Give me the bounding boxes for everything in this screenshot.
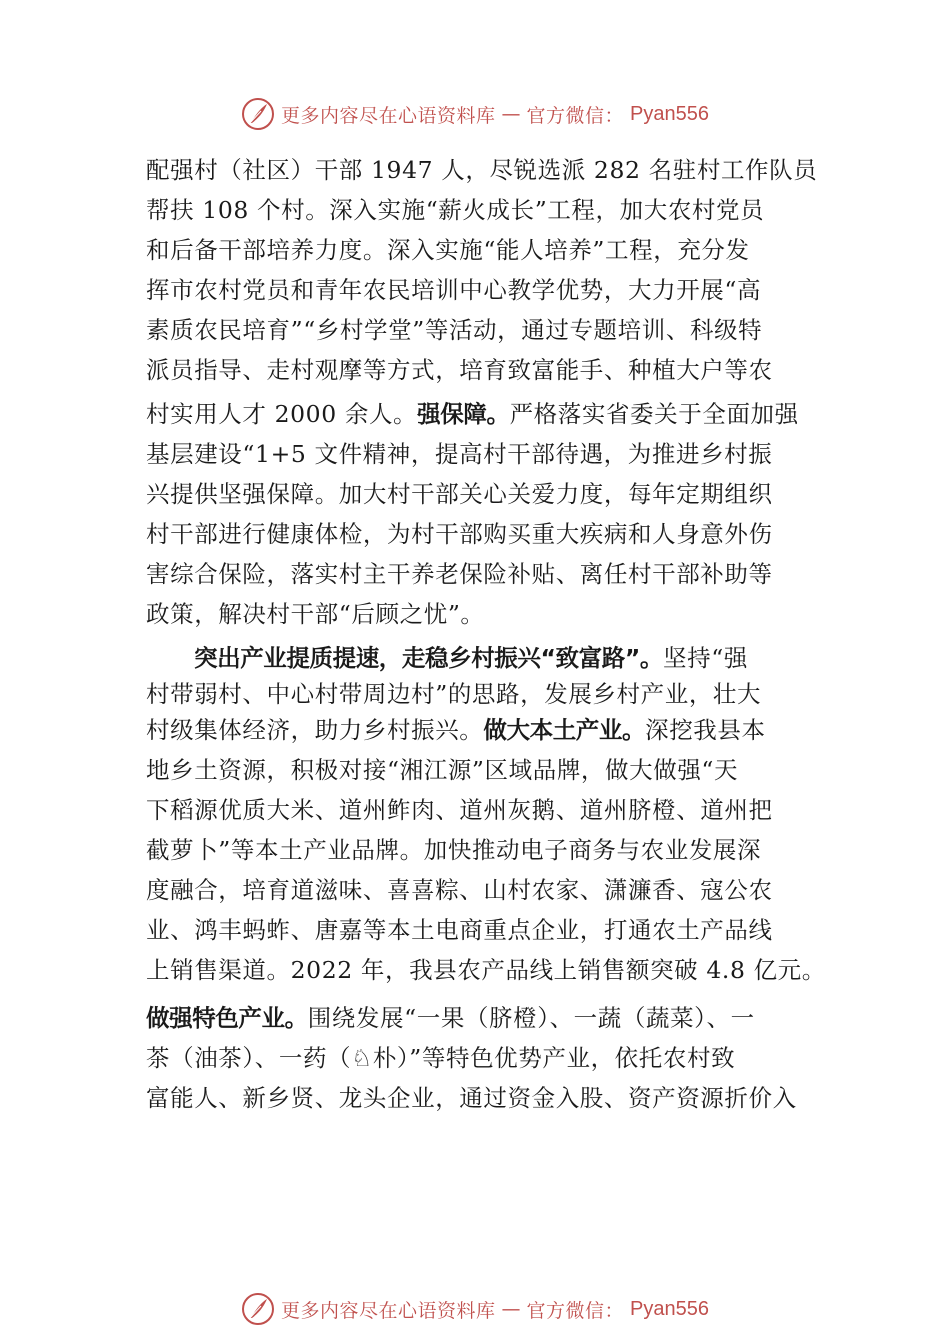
text-line: 度融合，培育道滋味、喜喜粽、山村农家、潇濂香、寇公农 — [146, 876, 773, 904]
section-heading-industry: 突出产业提质提速，走稳乡村振兴“致富路”。 — [194, 644, 663, 672]
text-line: 害综合保险，落实村主干养老保险补贴、离任村干部补助等 — [146, 560, 773, 588]
text-line: 帮扶 108 个村。深入实施“薪火成长”工程，加大农村党员 — [146, 196, 765, 224]
text-line: 素质农民培育”“乡村学堂”等活动，通过专题培训、科级特 — [146, 316, 763, 344]
text-run: 村实用人才 2000 余人。 — [146, 400, 418, 428]
text-line: 村带弱村、中心村带周边村”的思路，发展乡村产业，壮大 — [146, 680, 762, 708]
text-line: 村干部进行健康体检，为村干部购买重大疾病和人身意外伤 — [146, 520, 773, 548]
banner-separator: — — [501, 103, 521, 125]
text-line: 配强村（社区）干部 1947 人，尽锐选派 282 名驻村工作队员 — [146, 156, 818, 184]
text-line: 下稻源优质大米、道州鲊肉、道州灰鹅、道州脐橙、道州把 — [146, 796, 773, 824]
banner-wechat-id: Pyan556 — [630, 1297, 709, 1320]
banner-wechat-id: Pyan556 — [630, 102, 709, 125]
text-line — [146, 638, 836, 678]
text-line: 业、鸿丰蚂蚱、唐嘉等本土电商重点企业，打通农土产品线 — [146, 916, 773, 944]
footer-banner — [0, 1289, 950, 1329]
feather-pen-logo-icon — [241, 97, 275, 131]
text-line — [146, 394, 836, 434]
section-heading-guarantee: 强保障。 — [417, 400, 510, 428]
banner-separator: — — [501, 1298, 521, 1320]
text-line: 茶（油茶）、一药（♘朴）”等特色优势产业，依托农村致 — [146, 1044, 736, 1072]
header-banner — [0, 94, 950, 134]
text-line — [146, 710, 836, 750]
text-run: 围绕发展“一果（脐橙）、一蔬（蔬菜）、一 — [307, 1004, 755, 1032]
text-line: 派员指导、走村观摩等方式，培育致富能手、种植大户等农 — [146, 356, 773, 384]
text-line: 和后备干部培养力度。深入实施“能人培养”工程，充分发 — [146, 236, 750, 264]
text-run: 坚持“强 — [663, 644, 748, 672]
document-body — [146, 150, 836, 1118]
section-heading-specialty: 做强特色产业。 — [146, 1004, 308, 1032]
text-line: 兴提供坚强保障。加大村干部关心关爱力度，每年定期组织 — [146, 480, 773, 508]
text-run: 深挖我县本 — [645, 716, 766, 744]
text-line: 截萝卜”等本土产业品牌。加快推动电子商务与农业发展深 — [146, 836, 762, 864]
section-heading-local-industry: 做大本土产业。 — [483, 716, 646, 744]
banner-wechat-label: 官方微信： — [526, 1299, 625, 1322]
text-line: 地乡土资源，积极对接“湘江源”区域品牌，做大做强“天 — [146, 756, 739, 784]
text-line: 政策，解决村干部“后顾之忧”。 — [146, 600, 485, 628]
text-line: 基层建设“1+5 文件精神，提高村干部待遇，为推进乡村振 — [146, 440, 773, 468]
text-line — [146, 998, 836, 1038]
text-line: 富能人、新乡贤、龙头企业，通过资金入股、资产资源折价入 — [146, 1084, 797, 1112]
text-line: 上销售渠道。2022 年，我县农产品线上销售额突破 4.8 亿元。 — [146, 956, 826, 984]
banner-site-text: 更多内容尽在心语资料库 — [281, 1299, 496, 1322]
text-run: 严格落实省委关于全面加强 — [509, 400, 799, 428]
banner-site-text: 更多内容尽在心语资料库 — [281, 104, 496, 127]
text-line: 挥市农村党员和青年农民培训中心教学优势，大力开展“高 — [146, 276, 762, 304]
text-run: 村级集体经济，助力乡村振兴。 — [146, 716, 484, 744]
feather-pen-logo-icon — [241, 1292, 275, 1326]
banner-wechat-label: 官方微信： — [526, 104, 625, 127]
